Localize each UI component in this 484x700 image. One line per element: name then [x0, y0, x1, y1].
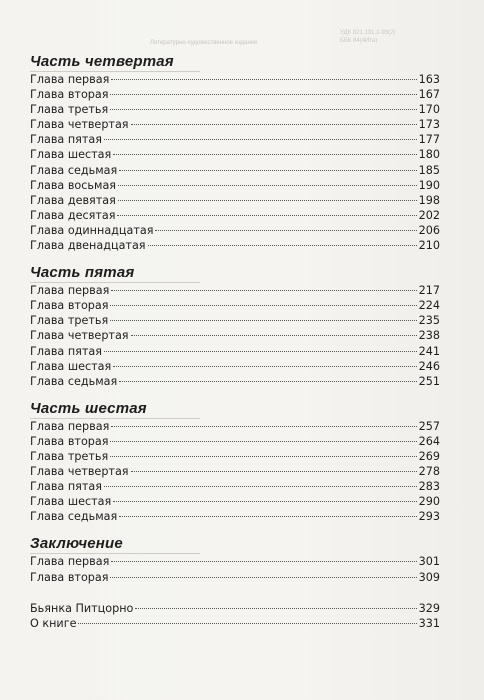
leader-dots [110, 456, 416, 457]
leader-dots [118, 200, 417, 201]
entry-label: Глава вторая [30, 570, 109, 584]
leader-dots [78, 623, 416, 624]
toc-entry[interactable] [30, 102, 440, 117]
leader-dots [111, 426, 416, 427]
show-through-text: ББК 84(4Ита) [340, 38, 378, 44]
leader-dots [104, 486, 417, 487]
toc-entry[interactable] [30, 328, 440, 343]
part-title: Часть четвертая [30, 52, 200, 72]
entry-label: Глава восьмая [30, 178, 117, 192]
toc-entry[interactable] [30, 87, 440, 102]
part-title: Часть пятая [30, 263, 200, 283]
entry-label: Глава девятая [30, 193, 116, 207]
entry-label: Глава седьмая [30, 163, 118, 177]
leader-dots [110, 94, 416, 95]
leader-dots [110, 305, 416, 306]
leader-dots [111, 79, 416, 80]
leader-dots [119, 170, 416, 171]
entry-page: 167 [418, 88, 440, 102]
toc-entry[interactable] [30, 554, 440, 569]
entry-page: 202 [418, 208, 440, 222]
entry-label: Глава пятая [30, 480, 102, 494]
toc-entry[interactable] [30, 283, 440, 298]
entry-page: 246 [418, 359, 440, 373]
entry-label: Глава третья [30, 449, 109, 463]
toc-entry[interactable] [30, 464, 440, 479]
entry-page: 293 [418, 510, 440, 524]
spacer [30, 253, 440, 263]
entry-page: 309 [418, 570, 440, 584]
toc-part-6 [30, 399, 440, 525]
entry-label: Глава шестая [30, 495, 112, 509]
entry-page: 283 [418, 480, 440, 494]
entry-label: Глава одиннадцатая [30, 223, 154, 237]
toc-entry[interactable] [30, 193, 440, 208]
toc-entry[interactable] [30, 616, 440, 631]
toc-entry[interactable] [30, 509, 440, 524]
entry-page: 190 [418, 178, 440, 192]
leader-dots [148, 245, 417, 246]
entry-label: Глава седьмая [30, 374, 118, 388]
table-of-contents [30, 52, 440, 631]
leader-dots [131, 124, 417, 125]
entry-page: 257 [418, 419, 440, 433]
entry-page: 170 [418, 103, 440, 117]
entry-label: Глава первая [30, 73, 110, 86]
toc-conclusion [30, 534, 440, 584]
entry-page: 185 [418, 163, 440, 177]
entry-label: Глава пятая [30, 133, 102, 147]
entry-page: 210 [418, 239, 440, 253]
entry-page: 173 [418, 118, 440, 132]
entry-label: О книге [30, 616, 77, 630]
leader-dots [113, 366, 416, 367]
entry-label: Глава вторая [30, 434, 109, 448]
entry-page: 217 [418, 284, 440, 298]
entry-label: Глава первая [30, 555, 110, 569]
entry-page: 331 [418, 616, 440, 630]
leader-dots [117, 215, 416, 216]
entry-label: Глава пятая [30, 344, 102, 358]
entry-page: 206 [418, 223, 440, 237]
entry-page: 301 [418, 555, 440, 569]
entry-page: 180 [418, 148, 440, 162]
leader-dots [110, 320, 416, 321]
entry-label: Глава вторая [30, 299, 109, 313]
entry-label: Глава первая [30, 419, 110, 433]
toc-part-4 [30, 52, 440, 253]
toc-entry[interactable] [30, 72, 440, 87]
entry-label: Глава четвертая [30, 118, 129, 132]
leader-dots [118, 185, 417, 186]
entry-page: 241 [418, 344, 440, 358]
toc-entry[interactable] [30, 117, 440, 132]
entry-label: Глава двенадцатая [30, 239, 146, 253]
show-through-text: УДК 821.131.1-93(2) [340, 30, 396, 36]
toc-entry[interactable] [30, 178, 440, 193]
spacer [30, 585, 440, 593]
entry-label: Глава третья [30, 103, 109, 117]
entry-label: Глава четвертая [30, 329, 129, 343]
entry-label: Глава вторая [30, 88, 109, 102]
entry-page: 251 [418, 374, 440, 388]
spacer [30, 524, 440, 534]
toc-entry[interactable] [30, 298, 440, 313]
toc-entry[interactable] [30, 147, 440, 162]
entry-page: 238 [418, 329, 440, 343]
toc-entry[interactable] [30, 434, 440, 449]
leader-dots [111, 561, 416, 562]
entry-page: 235 [418, 314, 440, 328]
leader-dots [113, 154, 416, 155]
toc-entry[interactable] [30, 163, 440, 178]
entry-label: Глава седьмая [30, 510, 118, 524]
leader-dots [110, 577, 416, 578]
toc-entry[interactable] [30, 359, 440, 374]
spacer [30, 593, 440, 601]
toc-entry[interactable] [30, 601, 440, 616]
leader-dots [104, 139, 417, 140]
toc-extras [30, 601, 440, 631]
entry-label: Глава шестая [30, 148, 112, 162]
part-title: Часть шестая [30, 399, 200, 419]
leader-dots [131, 471, 417, 472]
toc-entry[interactable] [30, 449, 440, 464]
part-title: Заключение [30, 534, 200, 554]
toc-entry[interactable] [30, 208, 440, 223]
entry-label: Глава десятая [30, 208, 116, 222]
toc-entry[interactable] [30, 238, 440, 253]
toc-entry[interactable] [30, 479, 440, 494]
toc-entry[interactable] [30, 374, 440, 389]
entry-page: 329 [418, 601, 440, 615]
leader-dots [131, 335, 417, 336]
toc-entry[interactable] [30, 419, 440, 434]
leader-dots [110, 441, 416, 442]
entry-label: Глава шестая [30, 359, 112, 373]
entry-page: 224 [418, 299, 440, 313]
leader-dots [104, 351, 417, 352]
entry-page: 163 [418, 73, 440, 86]
spacer [30, 389, 440, 399]
entry-page: 177 [418, 133, 440, 147]
toc-entry[interactable] [30, 223, 440, 238]
entry-label: Глава четвертая [30, 465, 129, 479]
entry-page: 290 [418, 495, 440, 509]
toc-entry[interactable] [30, 570, 440, 585]
entry-page: 278 [418, 465, 440, 479]
entry-label: Глава первая [30, 284, 110, 298]
leader-dots [119, 516, 416, 517]
leader-dots [113, 501, 416, 502]
leader-dots [119, 381, 416, 382]
leader-dots [135, 608, 416, 609]
toc-entry[interactable] [30, 313, 440, 328]
leader-dots [111, 290, 416, 291]
entry-label: Глава третья [30, 314, 109, 328]
toc-entry[interactable] [30, 132, 440, 147]
leader-dots [110, 109, 416, 110]
toc-part-5 [30, 263, 440, 389]
show-through-text: Литературно-художественное издание [150, 40, 258, 46]
entry-page: 264 [418, 434, 440, 448]
entry-page: 269 [418, 449, 440, 463]
leader-dots [155, 230, 416, 231]
entry-page: 198 [418, 193, 440, 207]
toc-entry[interactable] [30, 344, 440, 359]
toc-entry[interactable] [30, 494, 440, 509]
entry-label: Бьянка Питцорно [30, 601, 134, 615]
